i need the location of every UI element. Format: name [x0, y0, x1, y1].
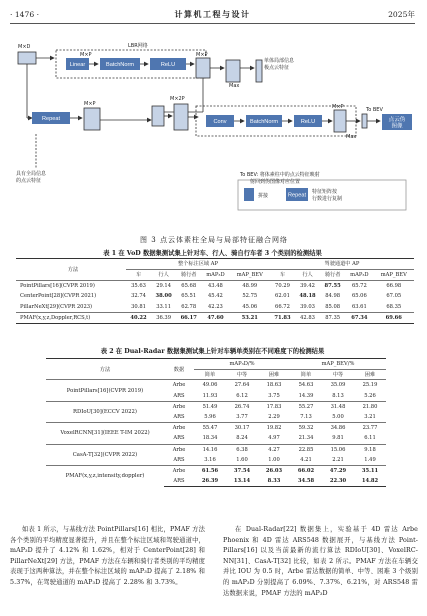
- t1-cell: 47.60: [201, 312, 229, 323]
- t2-dataset: ARS: [173, 392, 185, 399]
- t2-cell: 31.48: [322, 401, 354, 412]
- t2-sub: 简单: [204, 372, 216, 379]
- t2-cell: 35.09: [322, 380, 354, 391]
- t2-cell: 6.38: [226, 444, 258, 455]
- t1-sub: 行人: [302, 272, 313, 279]
- t1-cell: 66.72: [275, 303, 290, 310]
- t2-cell: 4.97: [268, 435, 280, 442]
- t2-cell: 55.27: [290, 401, 322, 412]
- t1-cell: 70.29: [270, 280, 295, 291]
- t2-cell: 1.00: [268, 456, 280, 463]
- table2-group1: mAP₃D/%: [194, 359, 290, 370]
- t2-cell: 14.39: [298, 392, 314, 399]
- global-info-title: 具有全局信息: [16, 171, 47, 177]
- t1-cell: 39.03: [300, 303, 315, 310]
- t2-cell: 47.29: [322, 465, 354, 476]
- t2-cell: 14.16: [194, 444, 226, 455]
- table-row: [46, 401, 386, 412]
- t1-cell: 48.18: [299, 293, 316, 300]
- t2-cell: 54.63: [290, 380, 322, 391]
- legend-tobev-desc-1: To BEV: 将体素柱中的点云特征映射: [240, 172, 320, 178]
- t2-cell: 17.83: [258, 401, 290, 412]
- t1-cell: 65.06: [351, 293, 367, 300]
- t1-cell: 66.17: [176, 312, 201, 323]
- t2-dataset: Arbe: [164, 380, 194, 391]
- t2-cell: 66.02: [290, 465, 322, 476]
- t1-cell: 87.35: [320, 312, 345, 323]
- t2-dataset: Arbe: [164, 423, 194, 434]
- t2-cell: 5.00: [332, 414, 344, 421]
- t2-dataset: Arbe: [164, 465, 194, 476]
- t1-cell: 85.08: [325, 303, 341, 310]
- t2-dataset: ARS: [173, 456, 185, 463]
- relu-block-label: ReLU: [160, 62, 176, 68]
- t2-cell: 23.77: [354, 423, 386, 434]
- global-info-sub: 的点云特征: [16, 178, 42, 184]
- local-info-title: 单体局部信息: [264, 58, 295, 64]
- t1-cell: 42.23: [208, 303, 223, 310]
- table-row: [46, 465, 386, 476]
- t2-cell: 26.39: [194, 476, 226, 487]
- table1-method-header: 方法: [16, 259, 126, 281]
- pseudo-image-subtitle: 图像: [391, 123, 403, 130]
- t2-sub: 困难: [364, 372, 376, 379]
- t1-sub: 骑行者: [180, 272, 197, 279]
- mxp-label-global: M×P: [84, 101, 96, 107]
- t2-cell: 1.49: [364, 456, 376, 463]
- mxp-label-2: M×P: [332, 104, 344, 110]
- t1-method: PMAF(x,y,z,Doppler,RCS,t): [16, 312, 126, 323]
- t1-cell: 66.98: [374, 280, 414, 291]
- t2-cell: 30.17: [226, 423, 258, 434]
- t1-sub: 行人: [158, 272, 169, 279]
- t1-cell: 43.48: [201, 280, 229, 291]
- t2-cell: 3.16: [204, 456, 216, 463]
- t1-cell: 42.83: [295, 312, 320, 323]
- repeat-legend-label: Repeat: [287, 192, 307, 199]
- t2-cell: 2.21: [332, 456, 344, 463]
- t2-cell: 61.56: [194, 465, 226, 476]
- t2-cell: 11.93: [202, 392, 218, 399]
- t2-cell: 4.27: [258, 444, 290, 455]
- paragraph-right: 在 Dual-Radar[22] 数据集上，实验基于 4D 雷达 Arbe Phoenix 和 4D 雷达 ARS548 数据展开，与基线方法 Point-Pillars[16] 以及当前最新的流行算法 RDIoU[30]、VoxelRC-NN[31]、CasA-T[32] 比较，如表 2 所示。PMAF 方法在车辆交并比 IOU 为 0.5 时，Arbe 雷达数据的简单、中等、困难 3 个级别的 mAP₃D 分别提高了 6.09%、7.37%、6.21%，对 ARS548 雷达数据来说，PMAF 方法的 mAP₃D: [223, 526, 418, 597]
- t1-sub: 车: [135, 272, 142, 279]
- relu2-block-label: ReLU: [300, 119, 316, 125]
- table-row: [46, 380, 386, 391]
- t2-cell: 19.82: [258, 423, 290, 434]
- table2: [46, 358, 386, 487]
- mxp-label-top: M×P: [196, 52, 208, 58]
- page-number: · 1476 ·: [10, 10, 39, 19]
- max-label-1: Max: [229, 83, 240, 89]
- table1-caption: 表 1 在 VoD 数据集测试集上针对车、行人、骑自行车者 3 个类别的检测结果: [103, 250, 322, 257]
- t1-sub: mAP₃D: [206, 271, 225, 278]
- t2-cell: 37.54: [226, 465, 258, 476]
- table1-group2: 驾驶通道中 AP: [270, 259, 414, 270]
- network-figure: [10, 30, 418, 242]
- t2-cell: 8.33: [258, 476, 290, 487]
- t2-cell: 18.34: [202, 435, 218, 442]
- t2-sub: 中等: [236, 372, 248, 379]
- table2-group2: mAP_BEV/%: [290, 359, 386, 370]
- t2-cell: 6.12: [236, 392, 248, 399]
- t1-cell: 67.34: [345, 312, 373, 323]
- t2-cell: 14.82: [354, 476, 386, 487]
- t1-cell: 40.22: [126, 312, 151, 323]
- t2-method: VoxelRCNN[31](IEEE T-IM 2022): [46, 423, 164, 444]
- t2-cell: 21.80: [354, 401, 386, 412]
- t1-sub: 车: [279, 272, 286, 279]
- t1-cell: 71.83: [270, 312, 295, 323]
- mx2p-label: M×2P: [170, 96, 185, 102]
- t2-cell: 27.64: [226, 380, 258, 391]
- t2-cell: 7.13: [300, 414, 312, 421]
- t1-cell: 62.01: [275, 293, 290, 300]
- mxd-label: M×D: [18, 44, 31, 50]
- table2-dataset-header: 数据: [164, 359, 194, 380]
- paragraph-left: 如表 1 所示，与基线方法 PointPillars[16] 相比，PMAF 方法各个类别的平均精度显著提升，并且在整个标注区域和驾驶通道中，mAP₃D 提升了 4.12% 和 1.62%，相对于 CenterPoint[28] 和 PillarNeXt[29] 方法，PMAF 方法在车辆和骑行者类别的平均精度表现于这两种算法，并在整个标注区域的 mAP₃D 提高了 2.18% 和 5.37%，在驾驶通道的 mAP₃D 提高了 2.28% 和 3.73%。: [10, 526, 205, 586]
- t1-cell: 45.42: [208, 293, 223, 300]
- t2-cell: 3.75: [268, 392, 280, 399]
- t1-cell: 68.35: [386, 303, 402, 310]
- t1-sub: 骑行者: [324, 272, 341, 279]
- t2-method: RDIoU[30](ECCV 2022): [46, 401, 164, 422]
- t2-cell: 34.86: [322, 423, 354, 434]
- t2-cell: 6.11: [364, 435, 376, 442]
- t1-cell: 53.21: [230, 312, 270, 323]
- t1-cell: 35.63: [126, 280, 151, 291]
- journal-year: 2025年: [388, 10, 415, 19]
- t1-cell: 45.06: [242, 303, 258, 310]
- t1-cell: 67.05: [386, 293, 402, 300]
- t2-cell: 4.21: [300, 456, 312, 463]
- batchnorm-block-label: BatchNorm: [106, 62, 134, 68]
- t2-method: PMAF(x,y,z,intensity,doppler): [46, 465, 164, 486]
- t1-cell: 29.14: [151, 280, 176, 291]
- t2-cell: 22.85: [290, 444, 322, 455]
- t2-cell: 3.21: [364, 414, 376, 421]
- repeat-block-label: Repeat: [41, 116, 61, 122]
- t1-cell: 38.00: [155, 293, 172, 300]
- t1-cell: 48.99: [230, 280, 270, 291]
- t1-cell: 32.74: [131, 293, 146, 300]
- t2-cell: 18.63: [258, 380, 290, 391]
- t2-dataset: ARS: [173, 414, 185, 421]
- batchnorm2-block-label: BatchNorm: [250, 119, 278, 125]
- legend-repeat-desc-2: 行数进行复制: [312, 196, 343, 202]
- t1-cell: 30.81: [131, 303, 146, 310]
- t1-cell: 39.42: [295, 280, 320, 291]
- t2-cell: 2.29: [268, 414, 280, 421]
- t1-cell: 62.78: [181, 303, 197, 310]
- t2-cell: 8.24: [236, 435, 248, 442]
- t1-cell: 69.66: [374, 312, 414, 323]
- t2-cell: 55.47: [194, 423, 226, 434]
- t2-cell: 9.81: [332, 435, 344, 442]
- lbr-label: LBR网络: [128, 43, 148, 49]
- figure-caption: 图 3 点云体素柱全局与局部特征融合网络: [140, 236, 288, 244]
- pseudo-image-title: 点云伪: [388, 117, 406, 123]
- text-column-right: [223, 525, 418, 599]
- table2-caption: 表 2 在 Dual-Radar 数据集测试集上针对车辆单类别在不同难度下的检测结果: [100, 348, 325, 355]
- table2-method-header: 方法: [46, 359, 164, 380]
- t2-dataset: Arbe: [164, 401, 194, 412]
- t1-cell: 65.51: [181, 293, 197, 300]
- linear-block-label: Linear: [69, 62, 86, 68]
- t2-sub: 困难: [268, 372, 280, 379]
- conv-block-label: Conv: [213, 119, 227, 125]
- t1-sub: mAP₃D: [350, 271, 369, 278]
- t2-cell: 49.06: [194, 380, 226, 391]
- t2-cell: 51.49: [194, 401, 226, 412]
- legend-repeat-desc-1: 特征矩阵按: [312, 189, 338, 195]
- t2-cell: 9.18: [354, 444, 386, 455]
- legend-concat-label: 拼接: [258, 193, 269, 199]
- t2-cell: 13.14: [226, 476, 258, 487]
- t1-method: PillarNeXt[29](CVPR 2023): [20, 303, 93, 310]
- input-tensor-block: [18, 52, 36, 64]
- t1-cell: 65.72: [345, 280, 373, 291]
- table-row: [46, 444, 386, 455]
- t1-cell: 52.75: [242, 293, 258, 300]
- max-label-2: Max: [346, 134, 357, 140]
- t2-sub: 简单: [300, 372, 312, 379]
- t2-cell: 5.96: [204, 414, 216, 421]
- t1-cell: 87.55: [320, 280, 345, 291]
- table2-body: [46, 380, 386, 487]
- legend-tobev-desc-2: 射回到伪图像对应位置: [250, 179, 301, 185]
- t1-cell: 65.68: [176, 280, 201, 291]
- t2-method: PointPillars[16](CVPR 2019): [46, 380, 164, 401]
- t1-method: CenterPoint[28](CVPR 2021): [20, 293, 97, 300]
- t2-method: CasA-T[32](CVPR 2022): [46, 444, 164, 465]
- t2-sub: 中等: [332, 372, 344, 379]
- t1-method: PointPillars[16](CVPR 2019): [16, 280, 126, 291]
- t2-cell: 22.30: [322, 476, 354, 487]
- t1-sub: mAP_BEV: [236, 271, 263, 278]
- t2-cell: 35.11: [354, 465, 386, 476]
- t1-cell: 63.61: [351, 303, 367, 310]
- table1-group1: 整个标注区域 AP: [126, 259, 270, 270]
- t2-cell: 59.32: [290, 423, 322, 434]
- t1-cell: 36.39: [151, 312, 176, 323]
- t2-cell: 26.03: [258, 465, 290, 476]
- header-rule: [10, 23, 415, 24]
- t1-cell: 33.11: [156, 303, 172, 310]
- to-bev-label: To BEV: [366, 107, 383, 113]
- table-row: [46, 423, 386, 434]
- t2-cell: 15.06: [322, 444, 354, 455]
- local-info-sub: 极点云特征: [264, 65, 290, 71]
- t2-cell: 1.60: [236, 456, 248, 463]
- t2-cell: 21.34: [298, 435, 314, 442]
- mxp-label-1: M×P: [80, 52, 92, 58]
- t2-cell: 26.74: [226, 401, 258, 412]
- text-column-left: [10, 525, 205, 589]
- t2-dataset: ARS: [173, 435, 185, 442]
- concat-legend-swatch: [244, 188, 254, 201]
- journal-title: 计算机工程与设计: [174, 9, 251, 19]
- t1-cell: 84.98: [325, 293, 341, 300]
- t2-cell: 8.13: [332, 392, 344, 399]
- t2-dataset: ARS: [164, 476, 194, 487]
- t2-cell: 5.26: [364, 392, 376, 399]
- t2-cell: 3.77: [236, 414, 248, 421]
- t1-sub: mAP_BEV: [380, 271, 407, 278]
- t2-dataset: Arbe: [164, 444, 194, 455]
- table1: [16, 258, 414, 324]
- running-header: [10, 9, 415, 20]
- t2-cell: 25.19: [354, 380, 386, 391]
- t2-cell: 34.58: [290, 476, 322, 487]
